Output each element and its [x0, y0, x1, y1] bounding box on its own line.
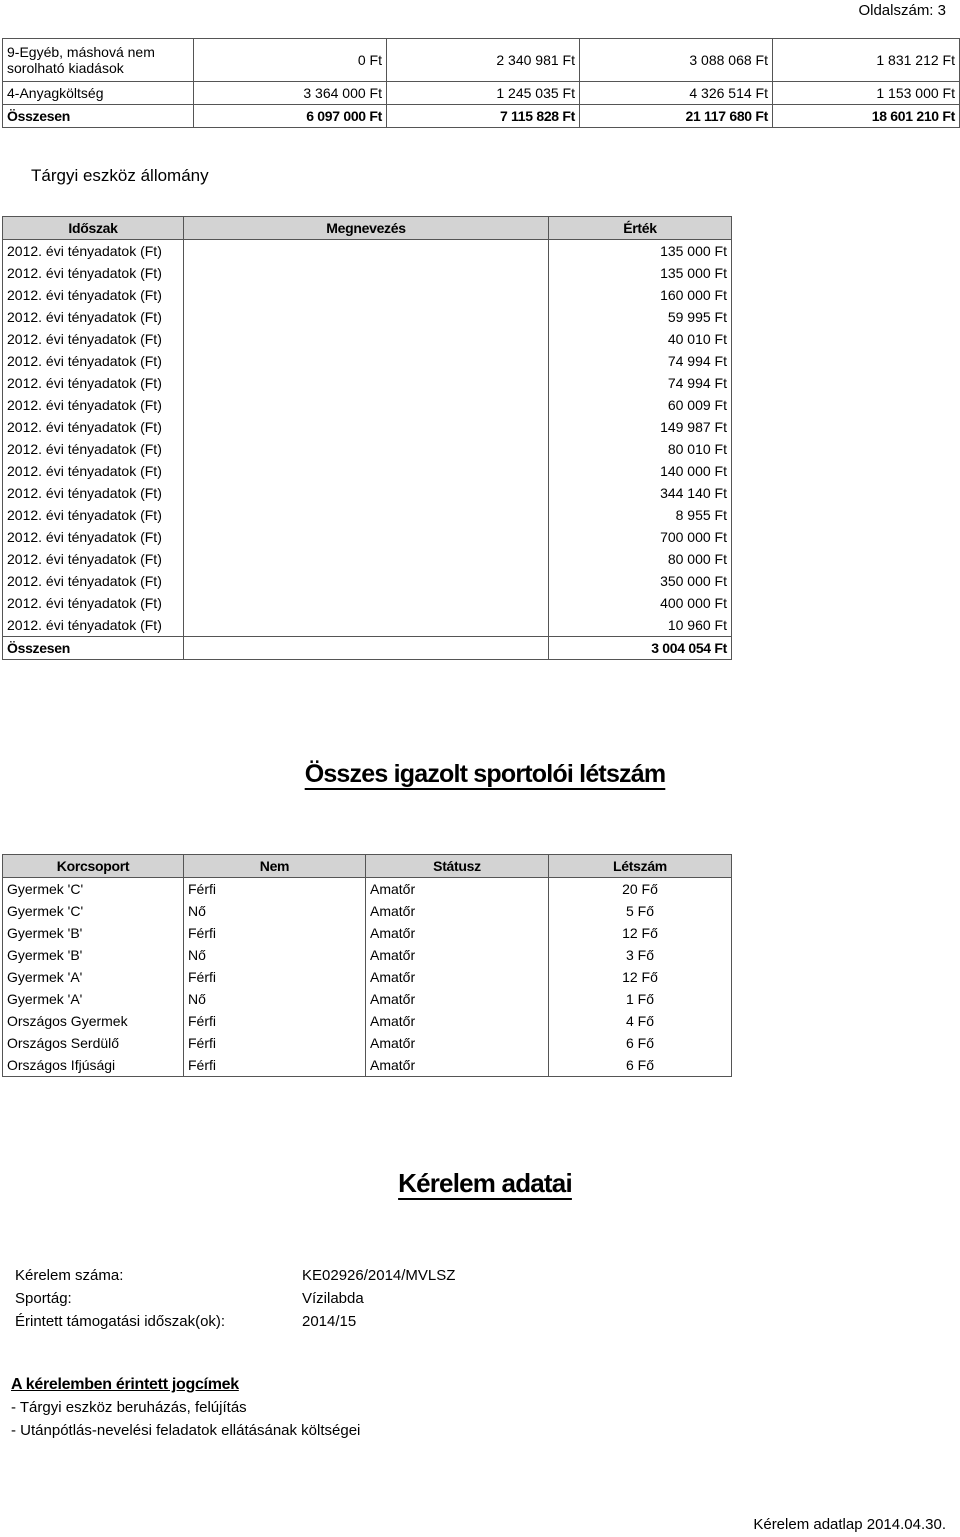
athletes-header-gender: Nem: [184, 855, 366, 878]
assets-header-row: [3, 217, 732, 240]
athlete-gender: Nő: [184, 900, 366, 922]
assets-total-label: Összesen: [3, 637, 184, 660]
athlete-group: Gyermek 'B': [3, 944, 184, 966]
assets-title: Tárgyi eszköz állomány: [31, 166, 209, 185]
asset-period: 2012. évi tényadatok (Ft): [3, 416, 184, 438]
table-row: [3, 944, 732, 966]
asset-name: [184, 328, 549, 350]
request-field: [15, 1290, 715, 1313]
assets-header-value: Érték: [549, 217, 732, 240]
asset-name: [184, 372, 549, 394]
athlete-group: Gyermek 'B': [3, 922, 184, 944]
cost-row-label: Összesen: [3, 105, 194, 128]
asset-name: [184, 614, 549, 637]
asset-name: [184, 504, 549, 526]
cost-row-value: 18 601 210 Ft: [773, 105, 960, 128]
asset-period: 2012. évi tényadatok (Ft): [3, 482, 184, 504]
request-field-value: KE02926/2014/MVLSZ: [302, 1267, 456, 1284]
athlete-count: 3 Fő: [549, 944, 732, 966]
asset-value: 700 000 Ft: [549, 526, 732, 548]
athlete-count: 6 Fő: [549, 1032, 732, 1054]
asset-value: 60 009 Ft: [549, 394, 732, 416]
asset-period: 2012. évi tényadatok (Ft): [3, 284, 184, 306]
table-row: [3, 350, 732, 372]
athlete-group: Gyermek 'A': [3, 988, 184, 1010]
table-row: [3, 284, 732, 306]
cost-row: [3, 105, 960, 128]
asset-period: 2012. évi tényadatok (Ft): [3, 328, 184, 350]
cost-row-value: 3 364 000 Ft: [194, 82, 387, 105]
asset-period: 2012. évi tényadatok (Ft): [3, 504, 184, 526]
cost-row-value: 7 115 828 Ft: [387, 105, 580, 128]
asset-value: 80 010 Ft: [549, 438, 732, 460]
asset-period: 2012. évi tényadatok (Ft): [3, 372, 184, 394]
table-row: [3, 1010, 732, 1032]
table-row: [3, 614, 732, 637]
asset-name: [184, 262, 549, 284]
athlete-gender: Férfi: [184, 878, 366, 901]
assets-header-period: Időszak: [3, 217, 184, 240]
athlete-status: Amatőr: [366, 966, 549, 988]
athlete-status: Amatőr: [366, 1054, 549, 1077]
table-row: [3, 900, 732, 922]
table-row: [3, 570, 732, 592]
asset-name: [184, 416, 549, 438]
asset-period: 2012. évi tényadatok (Ft): [3, 394, 184, 416]
asset-value: 40 010 Ft: [549, 328, 732, 350]
legal-title: A kérelemben érintett jogcímek: [11, 1376, 239, 1393]
athlete-status: Amatőr: [366, 988, 549, 1010]
assets-table: [2, 216, 732, 660]
asset-value: 74 994 Ft: [549, 350, 732, 372]
asset-period: 2012. évi tényadatok (Ft): [3, 548, 184, 570]
assets-total-empty: [184, 637, 549, 660]
asset-name: [184, 482, 549, 504]
table-row: [3, 394, 732, 416]
legal-list: [11, 1399, 360, 1445]
asset-value: 10 960 Ft: [549, 614, 732, 637]
asset-period: 2012. évi tényadatok (Ft): [3, 460, 184, 482]
athlete-count: 12 Fő: [549, 922, 732, 944]
asset-period: 2012. évi tényadatok (Ft): [3, 570, 184, 592]
assets-total-value: 3 004 054 Ft: [549, 637, 732, 660]
athlete-status: Amatőr: [366, 1032, 549, 1054]
list-item: - Tárgyi eszköz beruházás, felújítás: [11, 1399, 247, 1416]
asset-name: [184, 460, 549, 482]
asset-name: [184, 284, 549, 306]
asset-value: 8 955 Ft: [549, 504, 732, 526]
athlete-group: Országos Ifjúsági: [3, 1054, 184, 1077]
request-field: [15, 1313, 715, 1336]
asset-value: 149 987 Ft: [549, 416, 732, 438]
athlete-count: 20 Fő: [549, 878, 732, 901]
asset-name: [184, 350, 549, 372]
table-row: [3, 438, 732, 460]
athletes-header-count: Létszám: [549, 855, 732, 878]
table-row: [3, 988, 732, 1010]
asset-name: [184, 592, 549, 614]
cost-row-value: 6 097 000 Ft: [194, 105, 387, 128]
athlete-count: 6 Fő: [549, 1054, 732, 1077]
athletes-title: Összes igazolt sportolói létszám: [304, 760, 666, 788]
table-row: [3, 416, 732, 438]
list-item: - Utánpótlás-nevelési feladatok ellátásának költségei: [11, 1422, 361, 1439]
athlete-group: Országos Gyermek: [3, 1010, 184, 1032]
athlete-group: Országos Serdülő: [3, 1032, 184, 1054]
asset-value: 135 000 Ft: [549, 262, 732, 284]
asset-name: [184, 526, 549, 548]
cost-row-value: 0 Ft: [194, 39, 387, 82]
request-field-value: 2014/15: [302, 1313, 357, 1330]
athlete-gender: Férfi: [184, 1054, 366, 1077]
athletes-header-group: Korcsoport: [3, 855, 184, 878]
athlete-group: Gyermek 'C': [3, 878, 184, 901]
request-field-label: Érintett támogatási időszak(ok):: [15, 1313, 226, 1330]
athlete-status: Amatőr: [366, 878, 549, 901]
athlete-count: 12 Fő: [549, 966, 732, 988]
table-row: [3, 1054, 732, 1077]
footer-text: Kérelem adatlap 2014.04.30.: [753, 1516, 946, 1533]
athlete-gender: Férfi: [184, 1032, 366, 1054]
cost-row: [3, 82, 960, 105]
table-row: [3, 878, 732, 901]
cost-row-label: 9-Egyéb, máshová nem sorolható kiadások: [3, 39, 194, 82]
asset-period: 2012. évi tényadatok (Ft): [3, 614, 184, 637]
table-row: [3, 306, 732, 328]
cost-row-value: 2 340 981 Ft: [387, 39, 580, 82]
table-row: [3, 372, 732, 394]
request-title: Kérelem adatai: [398, 1168, 572, 1198]
table-row: [3, 966, 732, 988]
table-row: [3, 526, 732, 548]
asset-name: [184, 438, 549, 460]
asset-value: 350 000 Ft: [549, 570, 732, 592]
athlete-status: Amatőr: [366, 944, 549, 966]
asset-value: 400 000 Ft: [549, 592, 732, 614]
table-row: [3, 482, 732, 504]
asset-period: 2012. évi tényadatok (Ft): [3, 592, 184, 614]
cost-row-value: 1 245 035 Ft: [387, 82, 580, 105]
cost-table: [2, 38, 960, 128]
cost-row-value: 21 117 680 Ft: [580, 105, 773, 128]
athlete-gender: Férfi: [184, 966, 366, 988]
athletes-table: [2, 854, 732, 1077]
cost-row: [3, 39, 960, 82]
cost-row-value: 1 153 000 Ft: [773, 82, 960, 105]
athlete-gender: Férfi: [184, 1010, 366, 1032]
athlete-status: Amatőr: [366, 1010, 549, 1032]
table-row: [3, 328, 732, 350]
request-field: [15, 1267, 715, 1290]
asset-name: [184, 548, 549, 570]
athlete-status: Amatőr: [366, 922, 549, 944]
request-field-label: Kérelem száma:: [15, 1267, 124, 1284]
asset-period: 2012. évi tényadatok (Ft): [3, 350, 184, 372]
table-row: [3, 460, 732, 482]
asset-period: 2012. évi tényadatok (Ft): [3, 240, 184, 263]
asset-period: 2012. évi tényadatok (Ft): [3, 306, 184, 328]
athlete-count: 4 Fő: [549, 1010, 732, 1032]
asset-value: 59 995 Ft: [549, 306, 732, 328]
asset-value: 80 000 Ft: [549, 548, 732, 570]
request-field-value: Vízilabda: [302, 1290, 364, 1307]
table-row: [3, 592, 732, 614]
assets-header-name: Megnevezés: [184, 217, 549, 240]
table-row: [3, 922, 732, 944]
athlete-gender: Nő: [184, 988, 366, 1010]
athlete-gender: Nő: [184, 944, 366, 966]
table-row: [3, 262, 732, 284]
asset-value: 135 000 Ft: [549, 240, 732, 263]
athlete-count: 1 Fő: [549, 988, 732, 1010]
request-field-label: Sportág:: [15, 1290, 72, 1307]
asset-name: [184, 394, 549, 416]
asset-name: [184, 240, 549, 263]
athlete-count: 5 Fő: [549, 900, 732, 922]
assets-total-row: [3, 637, 732, 660]
page-number: Oldalszám: 3: [858, 2, 946, 19]
athletes-header-status: Státusz: [366, 855, 549, 878]
cost-row-value: 4 326 514 Ft: [580, 82, 773, 105]
asset-period: 2012. évi tényadatok (Ft): [3, 438, 184, 460]
athlete-status: Amatőr: [366, 900, 549, 922]
table-row: [3, 548, 732, 570]
table-row: [3, 504, 732, 526]
table-row: [3, 240, 732, 263]
asset-name: [184, 306, 549, 328]
asset-name: [184, 570, 549, 592]
request-fields: [15, 1267, 715, 1336]
asset-value: 344 140 Ft: [549, 482, 732, 504]
asset-value: 74 994 Ft: [549, 372, 732, 394]
athlete-gender: Férfi: [184, 922, 366, 944]
asset-value: 160 000 Ft: [549, 284, 732, 306]
athletes-header-row: [3, 855, 732, 878]
asset-value: 140 000 Ft: [549, 460, 732, 482]
asset-period: 2012. évi tényadatok (Ft): [3, 262, 184, 284]
athlete-group: Gyermek 'A': [3, 966, 184, 988]
table-row: [3, 1032, 732, 1054]
cost-row-value: 1 831 212 Ft: [773, 39, 960, 82]
athlete-group: Gyermek 'C': [3, 900, 184, 922]
asset-period: 2012. évi tényadatok (Ft): [3, 526, 184, 548]
cost-row-value: 3 088 068 Ft: [580, 39, 773, 82]
cost-row-label: 4-Anyagköltség: [3, 82, 194, 105]
